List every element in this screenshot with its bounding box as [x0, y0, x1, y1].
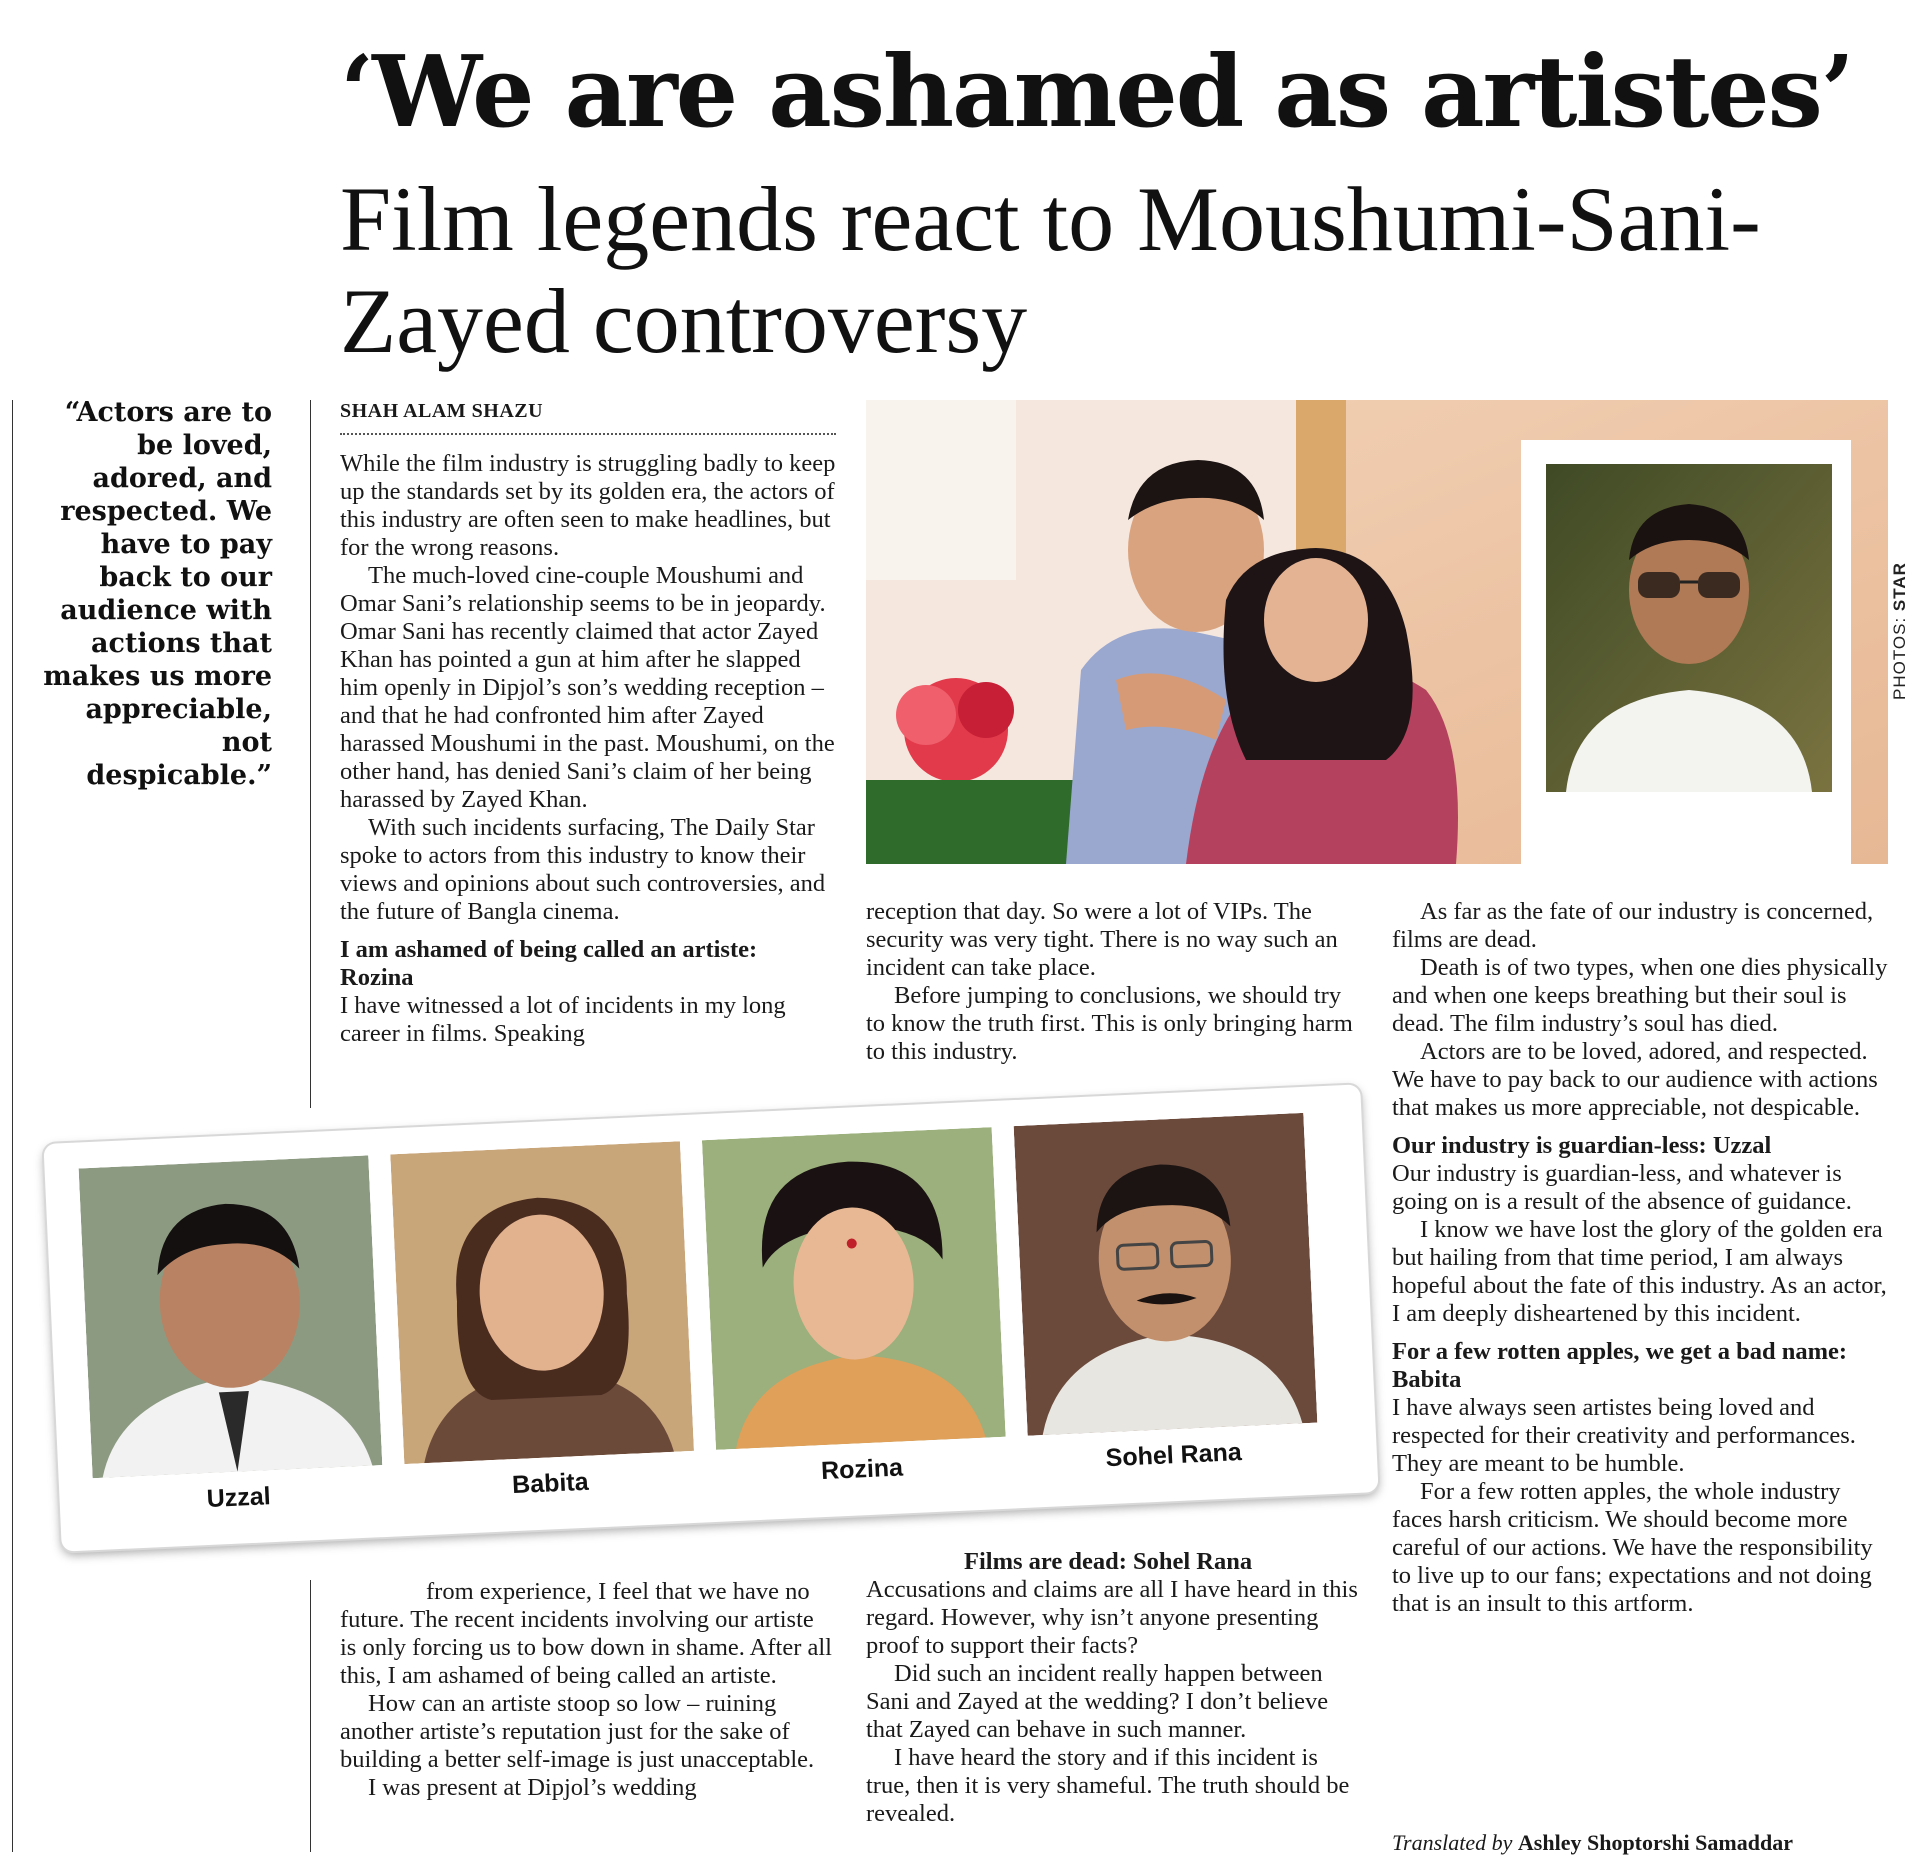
subheadline: Film legends react to Moushumi-Sani-Zayed controversy [340, 168, 1761, 372]
portrait-label: Babita [511, 1467, 590, 1500]
photo-credit [1890, 562, 1910, 700]
couple-photo-image [866, 400, 1888, 864]
portrait-image [79, 1155, 383, 1478]
column-rule-bottom [310, 1580, 311, 1852]
paragraph: Death is of two types, when one dies physically and when one keeps breathing but their soul is dead. The film industry’s soul has died. [1392, 954, 1888, 1037]
translator-credit [1392, 1830, 1892, 1856]
credit-name: Ashley Shoptorshi Samaddar [1517, 1830, 1793, 1855]
portrait-image [1014, 1113, 1318, 1436]
paragraph: Before jumping to conclusions, we should try to know the truth first. This is only bringing harm to this industry. [866, 982, 1353, 1065]
section-heading-uzzal: Our industry is guardian-less: Uzzal [1392, 1132, 1772, 1159]
portrait-label: Rozina [820, 1453, 904, 1486]
headline: ‘We are ashamed as artistes’ [340, 35, 1853, 150]
paragraph: The much-loved cine-couple Moushumi and Omar Sani’s relationship seems to be in jeopardy. Omar Sani has recently claimed that actor Zayed Khan has pointed a gun at him after he slapped him openly in Dipjol’s son’s wedding reception – and that he had confronted him after Zayed harassed Moushumi in the past. Moushumi, on the other hand, has denied Sani’s claim of her being harassed by Zayed Khan. [340, 562, 835, 813]
paragraph: How can an artiste stoop so low – ruining another artiste’s reputation just for the sake of building a better self-image is just unacceptable. [340, 1690, 815, 1773]
portrait-uzzal [79, 1155, 383, 1478]
paragraph: Actors are to be loved, adored, and respected. We have to pay back to our audience with actions that makes us more appreciable, not despicable. [1392, 1038, 1878, 1121]
credit-prefix: Translated by [1392, 1830, 1513, 1855]
portrait-label: Sohel Rana [1105, 1438, 1243, 1473]
article-column-3 [1392, 898, 1892, 1618]
paragraph: I have witnessed a lot of incidents in my long career in films. Speaking [340, 992, 786, 1047]
paragraph: I know we have lost the glory of the golden era but hailing from that time period, I am always hopeful about the fate of this industry. As an actor, I am deeply disheartened by this incident. [1392, 1216, 1887, 1327]
paragraph: As far as the fate of our industry is concerned, films are dead. [1392, 898, 1874, 953]
paragraph: Did such an incident really happen between Sani and Zayed at the wedding? I don’t believe that Zayed can behave in such manner. [866, 1660, 1329, 1743]
paragraph: For a few rotten apples, the whole industry faces harsh criticism. We should become more careful of our actions. We have the responsibility to live up to our fans; expectations and not doing that is an insult to this artform. [1392, 1478, 1873, 1617]
column-rule-quote [310, 400, 311, 1108]
paragraph: With such incidents surfacing, The Daily Star spoke to actors from this industry to know their views and opinions about such controversies, and the future of Bangla cinema. [340, 814, 826, 925]
paragraph: While the film industry is struggling badly to keep up the standards set by its golden era, the actors of this industry are often seen to make headlines, but for the wrong reasons. [340, 450, 836, 561]
portrait-rozina [702, 1127, 1006, 1450]
portrait-strip [43, 1084, 1378, 1551]
section-heading-babita: For a few rotten apples, we get a bad name: Babita [1392, 1338, 1848, 1393]
paragraph: I was present at Dipjol’s wedding [368, 1774, 697, 1801]
paragraph: I have heard the story and if this incident is true, then it is very shameful. The truth should be revealed. [866, 1744, 1350, 1827]
pull-quote: “Actors are to be loved, adored, and respected. We have to pay back to our audience with actions that makes us more appreciable, not despicable.” [43, 397, 272, 791]
portrait-label: Uzzal [206, 1482, 272, 1514]
paragraph: Accusations and claims are all I have heard in this regard. However, why isn’t anyone presenting proof to support their facts? [866, 1576, 1358, 1659]
couple-photo [866, 400, 1888, 864]
column-rule-left [12, 400, 13, 1852]
article-column-1-bottom [340, 1578, 836, 1802]
section-heading-sohel-rana: Films are dead: Sohel Rana [964, 1548, 1253, 1575]
photo-credit-value: STAR [1890, 562, 1909, 612]
article-column-1-top [340, 450, 836, 1048]
paragraph: from experience, I feel that we have no future. The recent incidents involving our artiste is only forcing us to bow down in shame. After all this, I am ashamed of being called an artiste. [340, 1578, 832, 1689]
article-column-2-bottom [866, 1548, 1362, 1828]
section-heading-rozina: I am ashamed of being called an artiste: Rozina [340, 936, 758, 991]
portrait-sohel-rana [1014, 1113, 1318, 1436]
paragraph: reception that day. So were a lot of VIPs. The security was very tight. There is no way such an incident can take place. [866, 898, 1338, 981]
byline: SHAH ALAM SHAZU [340, 400, 836, 435]
portrait-image [390, 1141, 694, 1464]
portrait-image [702, 1127, 1006, 1450]
portrait-babita [390, 1141, 694, 1464]
paragraph: Our industry is guardian-less, and whatever is going on is a result of the absence of guidance. [1392, 1160, 1852, 1215]
paragraph: I have always seen artistes being loved and respected for their creativity and performances. They are meant to be humble. [1392, 1394, 1856, 1477]
photo-credit-label: PHOTOS: [1890, 616, 1909, 700]
article-column-2-top [866, 898, 1362, 1066]
